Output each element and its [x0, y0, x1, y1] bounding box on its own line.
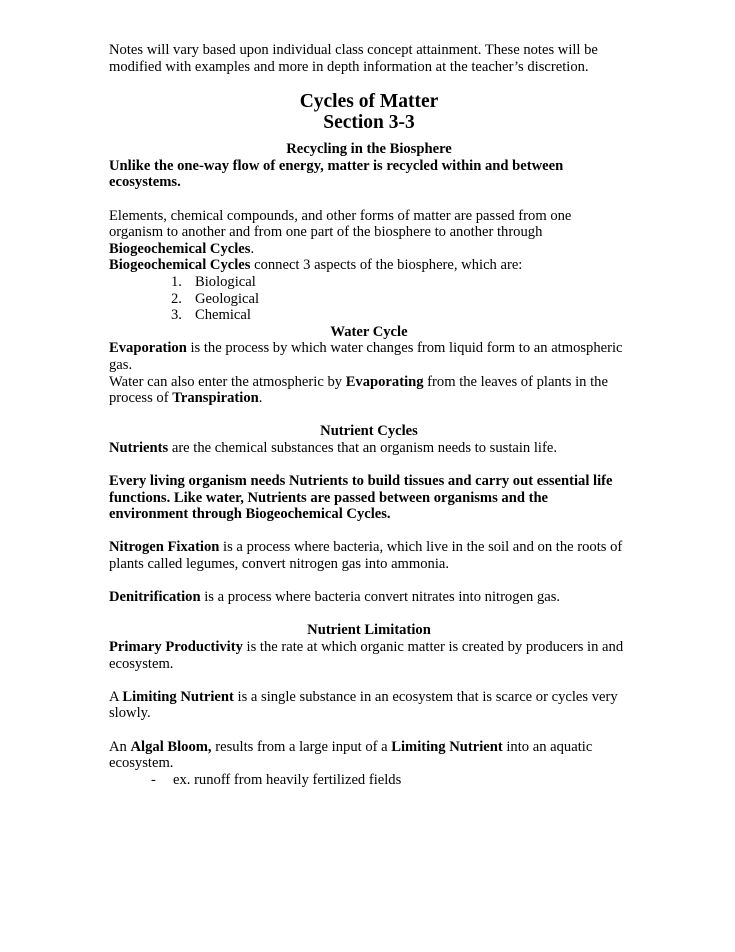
recycling-paragraph-2: Biogeochemical Cycles connect 3 aspects of the biosphere, which are:	[109, 257, 523, 274]
section-nutrient-limitation	[109, 622, 629, 788]
list-item: 1. Biological	[171, 273, 256, 290]
section-water-cycle	[109, 324, 629, 407]
title-line-2: Section 3-3	[323, 112, 415, 134]
aspects-list	[109, 274, 629, 324]
denitrification-paragraph: Denitrification is a process where bacteria convert nitrates into nitrogen gas.	[109, 589, 561, 606]
list-item: 2. Geological	[171, 290, 260, 307]
page-title	[109, 91, 629, 133]
list-item: 3. Chemical	[171, 307, 251, 324]
heading-recycling: Recycling in the Biosphere	[286, 141, 452, 158]
section-nutrient-cycles	[109, 423, 629, 606]
nutrients-definition: Nutrients are the chemical substances that an organism needs to sustain life.	[109, 439, 557, 456]
nutrients-bold-paragraph: Every living organism needs Nutrients to build tissues and carry out essential life functions. Like water, Nutrients are passed between organisms and the environment through Biogeochemical Cycles.	[109, 473, 613, 523]
algal-bloom-example: - ex. runoff from heavily fertilized fields	[151, 771, 402, 788]
nitrogen-fixation-paragraph: Nitrogen Fixation is a process where bacteria, which live in the soil and on the roots of plants called legumes, convert nitrogen gas into ammonia.	[109, 539, 623, 573]
heading-nutrient-limitation: Nutrient Limitation	[307, 622, 431, 639]
heading-water-cycle: Water Cycle	[330, 323, 408, 340]
primary-productivity-paragraph: Primary Productivity is the rate at which organic matter is created by producers in and ecosystem.	[109, 639, 624, 672]
recycling-paragraph-1: Elements, chemical compounds, and other forms of matter are passed from one organism to another and from one part of the biosphere to another through Biogeochemical Cycles.	[109, 207, 572, 257]
intro-note: Notes will vary based upon individual class concept attainment. These notes will be modified with examples and more in depth information at the teacher’s discretion.	[109, 42, 598, 75]
title-line-1: Cycles of Matter	[299, 91, 439, 113]
document-page	[109, 42, 629, 788]
limiting-nutrient-paragraph: A Limiting Nutrient is a single substance in an ecosystem that is scarce or cycles very slowly.	[109, 688, 618, 722]
section-recycling	[109, 141, 629, 324]
recycling-bold-statement: Unlike the one-way flow of energy, matter is recycled within and between ecosystems.	[109, 157, 564, 191]
transpiration-paragraph: Water can also enter the atmospheric by Evaporating from the leaves of plants in the process of Transpiration.	[109, 373, 608, 407]
algal-bloom-paragraph: An Algal Bloom, results from a large input of a Limiting Nutrient into an aquatic ecosystem.	[109, 738, 593, 772]
heading-nutrient-cycles: Nutrient Cycles	[320, 423, 418, 440]
evaporation-paragraph: Evaporation is the process by which water changes from liquid form to an atmospheric gas.	[109, 340, 623, 373]
